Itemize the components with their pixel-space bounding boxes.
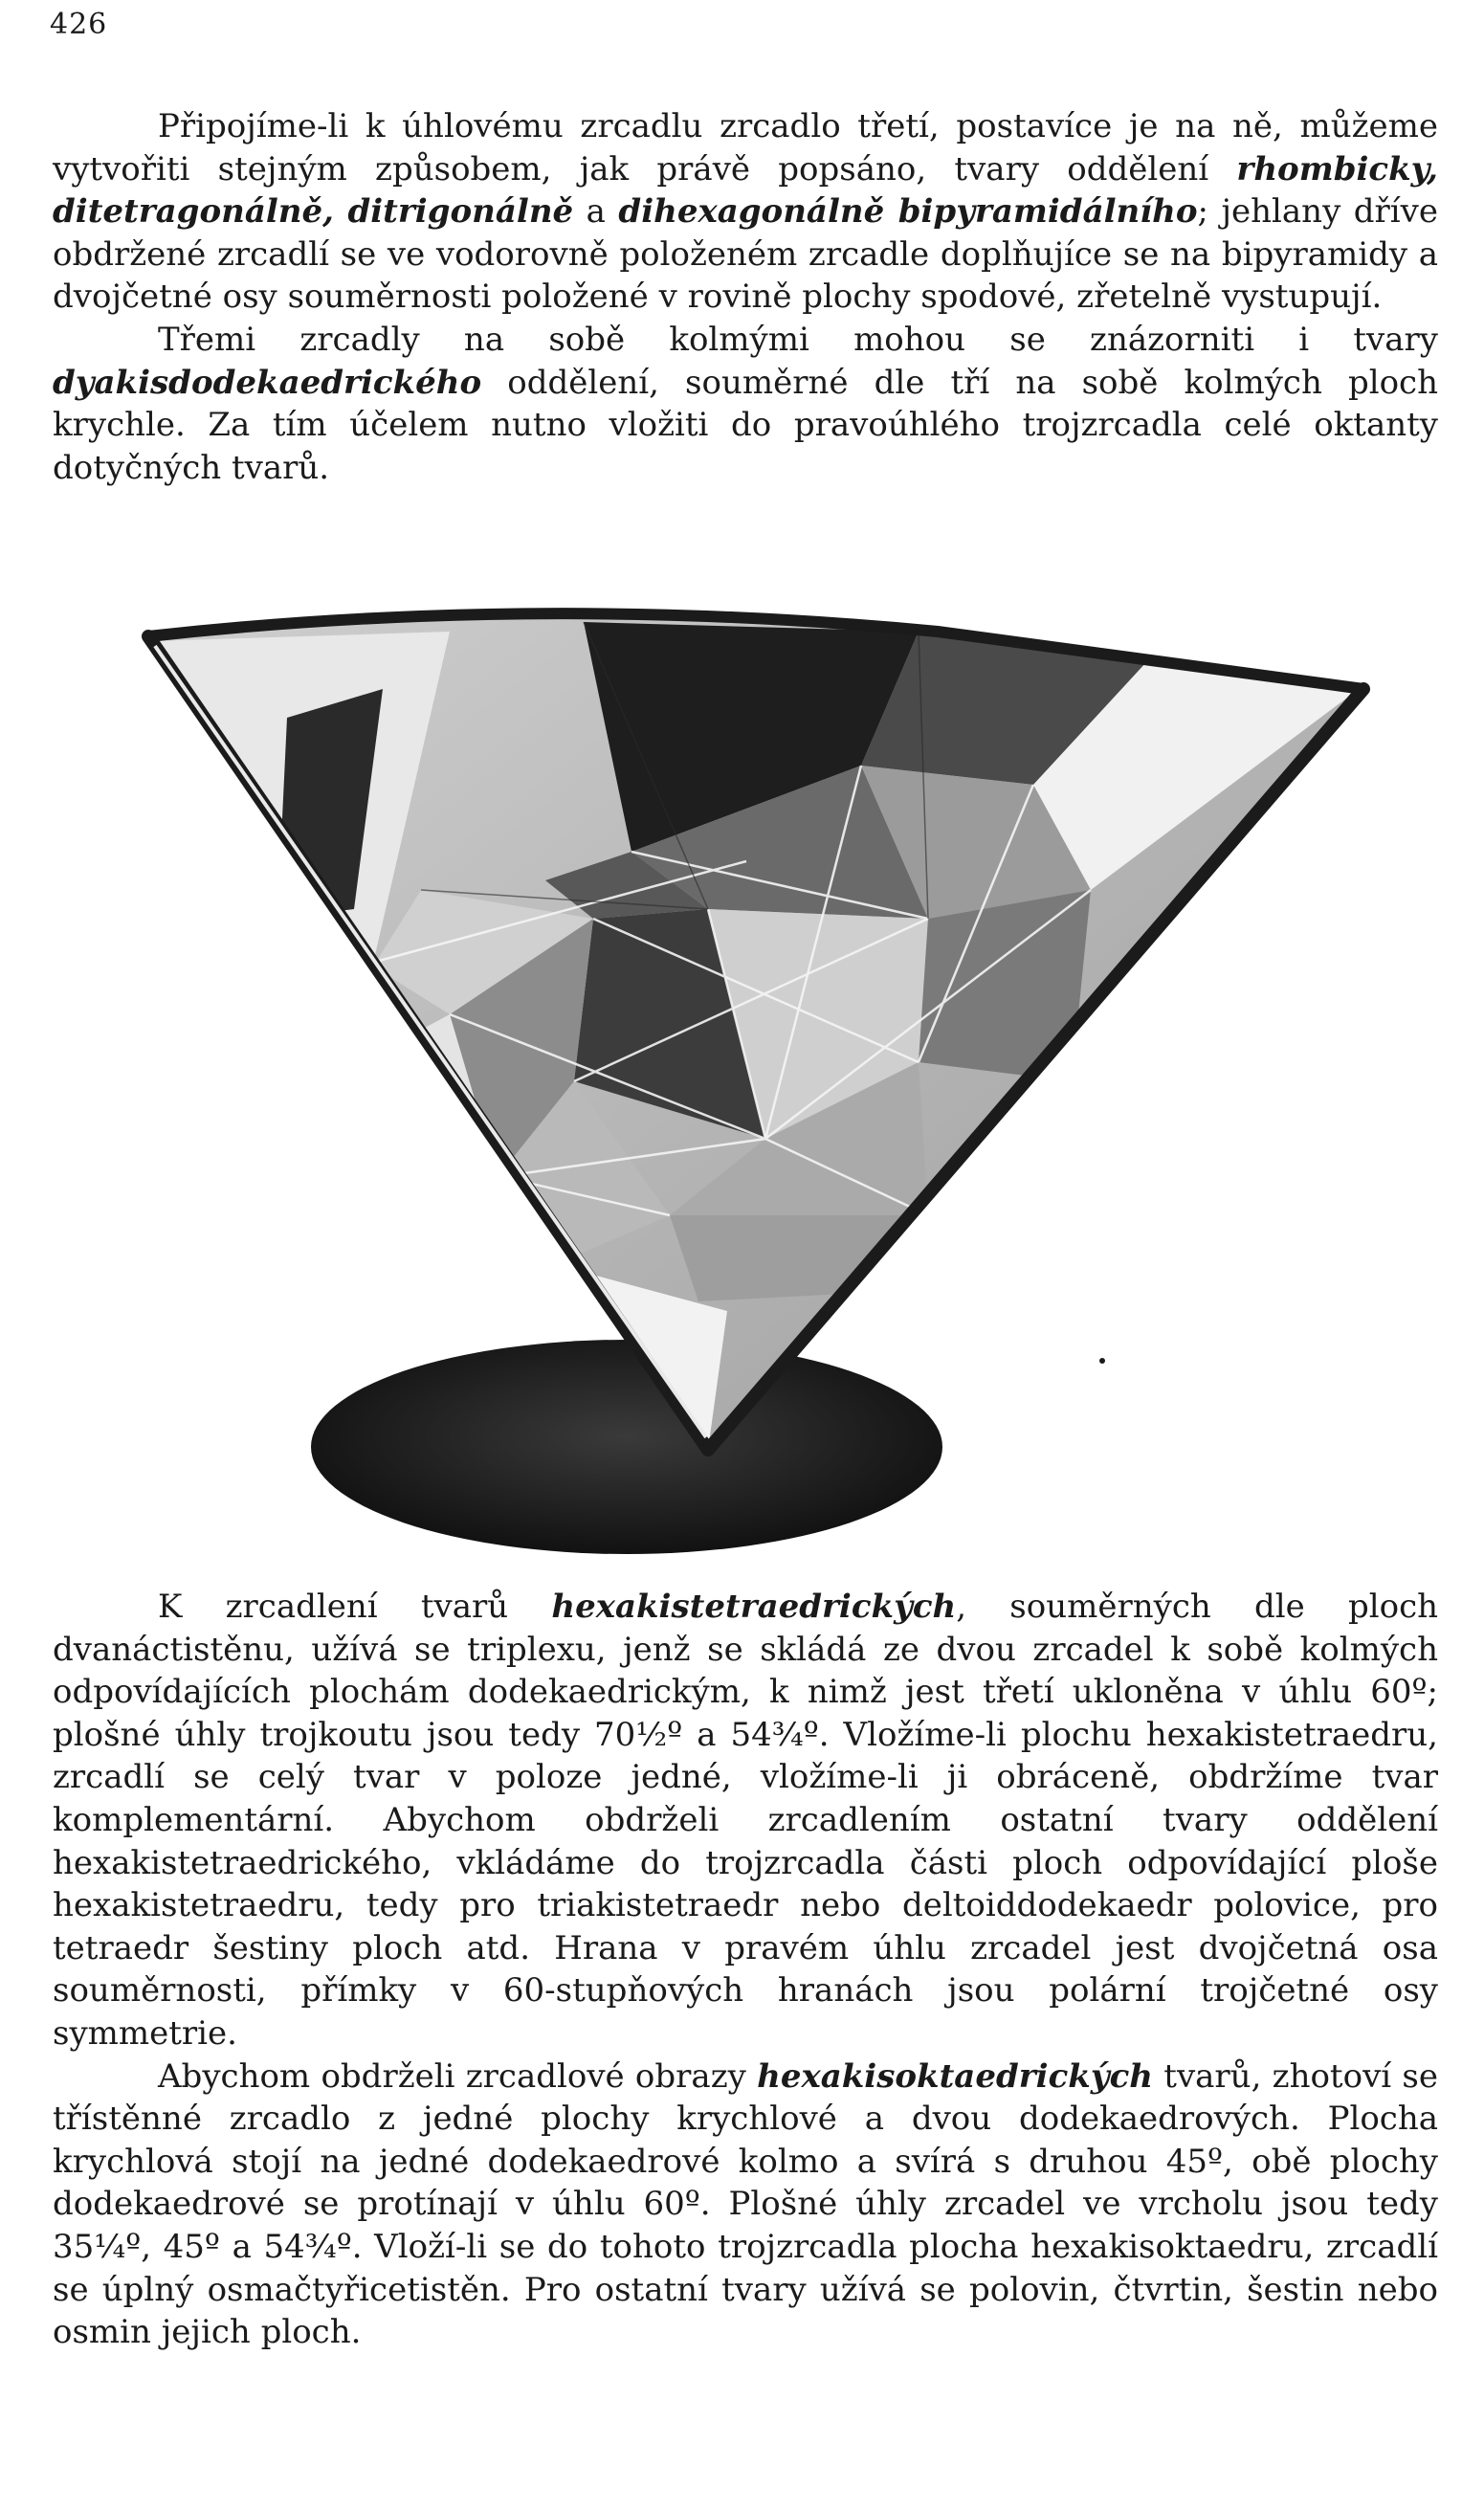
paragraph: Třemi zrcadly na sobě kolmými mohou se znázorniti i tvary dyakisdodekaedrického oddělení, souměrné dle tří na sobě kolmých ploch krychle. Za tím účelem nutno vložiti do pravoúhlého trojzrcadla celé oktanty dotyčných tvarů. xyxy=(53,320,1438,487)
italic-term: rhombicky, ditetragonálně, ditrigonálně xyxy=(53,149,1438,232)
figure-illustration xyxy=(134,603,1378,1560)
paragraph: Abychom obdrželi zrcadlové obrazy hexakisoktaedrických tvarů, zhotoví se třístěnné zrcadlo z jedné plochy krychlové a dvou dodekaedrových. Plocha krychlová stojí na jedné dodekaedrové kolmo a svírá s druhou 45º, obě plochy dodekaedrové se protínají v úhlu 60º. Plošné úhly zrcadel ve vrcholu jsou tedy 35¼º, 45º a 54¾º. Vloží-li se do tohoto trojzrcadla plocha hexakisoktaedru, zrcadlí se úplný osmačtyřicetistěn. Pro ostatní tvary užívá se polovin, čtvrtin, šestin nebo osmin jejich ploch. xyxy=(53,2056,1438,2352)
mirror-triplex-photograph xyxy=(134,603,1378,1560)
italic-term: dihexagonálně bipyramidálního xyxy=(618,192,1198,232)
page-number: 426 xyxy=(50,8,108,41)
italic-term: hexakistetraedrických xyxy=(551,1588,957,1626)
italic-term: dyakisdodekaedrického xyxy=(53,363,482,402)
text-block-bottom xyxy=(53,1586,1438,2354)
italic-term: hexakisoktaedrických xyxy=(757,2056,1154,2096)
text-block-top xyxy=(53,105,1438,489)
paragraph: K zrcadlení tvarů hexakistetraedrických, souměrných dle ploch dvanáctistěnu, užívá se triplexu, jenž se skládá ze dvou zrcadel k sobě kolmých odpovídajících plochám dodekaedrickým, k nimž jest třetí ukloněna v úhlu 60º; plošné úhly trojkoutu jsou tedy 70½º a 54¾º. Vložíme-li plochu hexakistetraedru, zrcadlí se celý tvar v poloze jedné, vložíme-li ji obráceně, obdržíme tvar komplementární. Abychom obdrželi zrcadlením ostatní tvary oddělení hexakistetraedrického, vkládáme do trojzrcadla části ploch odpovídající ploše hexakistetraedru, tedy pro triakistetraedr nebo deltoiddodekaedr polovice, pro tetraedr šestiny ploch atd. Hrana v pravém úhlu zrcadel jest dvojčetná osa souměrnosti, přímky v 60-stupňových hranách jsou polární trojčetné osy symmetrie. xyxy=(53,1588,1439,2053)
paragraph: Připojíme-li k úhlovému zrcadlu zrcadlo třetí, postavíce je na ně, můžeme vytvořiti stejným způsobem, jak právě popsáno, tvary oddělení rhombicky, ditetragonálně, ditrigonálně a dihexagonálně bipyramidálního; jehlany dříve obdržené zrcadlí se ve vodorovně položeném zrcadle doplňujíce se na bipyramidy a dvojčetné osy souměrnosti položené v rovině plochy spodové, zřetelně vystupují. xyxy=(53,107,1438,317)
mirror-stand-base xyxy=(311,1340,942,1554)
